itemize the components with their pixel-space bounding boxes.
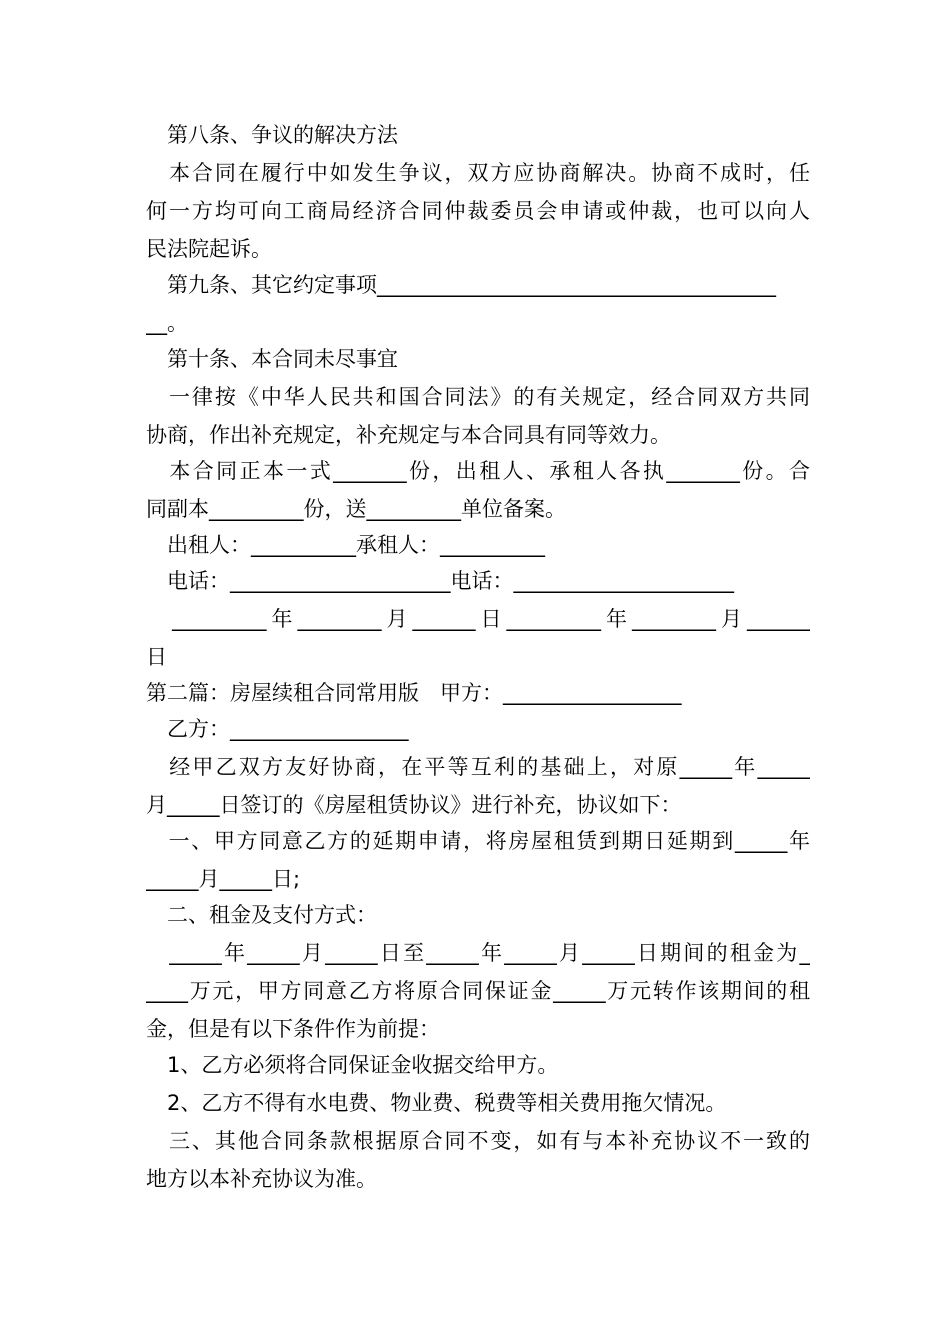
clause-3-line-2: 地方以本补充协议为准。 (146, 1167, 377, 1191)
clause-2-heading: 二、租金及支付方式： (146, 903, 377, 927)
clause-2-line-1: _____年_____月_____日至_____年_____月_____日期间的租金为_ (146, 941, 810, 965)
article-9-heading: 第九条、其它约定事项______________________________________ (146, 273, 776, 297)
second-chapter-heading: 第二篇：房屋续租合同常用版 甲方：_________________ (146, 681, 682, 705)
condition-1: 1、乙方必须将合同保证金收据交给甲方。 (146, 1053, 559, 1077)
article-10-text-line-2: 协商，作出补充规定，补充规定与本合同具有同等效力。 (146, 423, 671, 447)
article-10-text-line-1: 一律按《中华人民共和国合同法》的有关规定，经合同双方共同 (146, 385, 810, 409)
intro-text-line-1: 经甲乙双方友好协商，在平等互利的基础上，对原_____年_____ (146, 755, 810, 779)
condition-2: 2、乙方不得有水电费、物业费、税费等相关费用拖欠情况。 (146, 1091, 727, 1115)
article-10-heading: 第十条、本合同未尽事宜 (146, 347, 398, 371)
clause-2-line-2: ____万元，甲方同意乙方将原合同保证金_____万元转作该期间的租 (146, 979, 810, 1003)
intro-text-line-2: 月_____日签订的《房屋租赁协议》进行补充，协议如下： (146, 793, 682, 817)
clause-2-line-3: 金，但是有以下条件作为前提： (146, 1017, 440, 1041)
article-8-text-line-2: 何一方均可向工商局经济合同仲裁委员会申请或仲裁，也可以向人 (146, 199, 810, 223)
signature-dates-end: 日 (146, 645, 167, 669)
copies-text-line-2: 同副本_________份，送_________单位备案。 (146, 497, 566, 521)
signature-dates: _________年________月______日_________年________月______ (146, 607, 810, 631)
clause-3-line-1: 三、其他合同条款根据原合同不变，如有与本补充协议不一致的 (146, 1129, 810, 1153)
signature-parties: 出租人：__________承租人：__________ (146, 533, 545, 557)
clause-1-line-2: _____月_____日; (146, 867, 301, 891)
copies-text-line-1: 本合同正本一式_______份，出租人、承租人各执_______份。合 (146, 459, 810, 483)
article-8-text-line-1: 本合同在履行中如发生争议，双方应协商解决。协商不成时，任 (146, 161, 810, 185)
article-8-heading: 第八条、争议的解决方法 (146, 123, 398, 147)
clause-1-line-1: 一、甲方同意乙方的延期申请，将房屋租赁到期日延期到_____年 (146, 829, 810, 853)
party-b-line: 乙方：_________________ (146, 717, 409, 741)
signature-phones: 电话：_____________________电话：_____________________ (146, 569, 734, 593)
article-8-text-line-3: 民法院起诉。 (146, 237, 272, 261)
article-9-blank-end: __。 (146, 311, 188, 335)
